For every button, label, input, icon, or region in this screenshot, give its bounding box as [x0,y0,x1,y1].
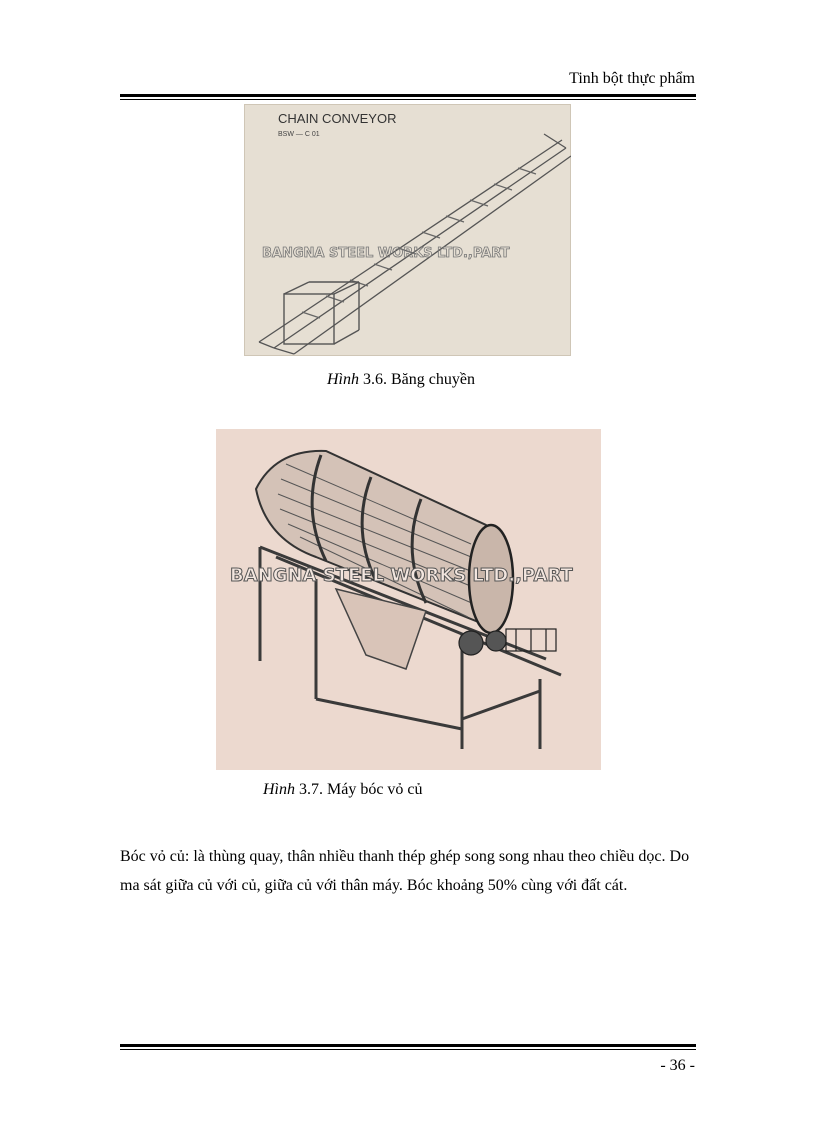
header-rule [120,94,696,97]
body-paragraph: Bóc vỏ củ: là thùng quay, thân nhiều thanh thép ghép song song nhau theo chiều dọc. Do ma sát giữa củ với củ, giữa củ với thân máy. Bóc khoảng 50% cùng với đất cát. [120,848,690,894]
peeling-machine-image [216,429,601,770]
header-rule-thin [120,99,696,100]
footer-rule [120,1044,696,1047]
model-code: BSW — C 01 [278,131,320,138]
figure1-caption-text: 3.6. Băng chuyền [359,371,475,388]
figure1-caption-label: Hình [327,371,359,388]
figure1-watermark: BANGNA STEEL WORKS LTD.,PART [262,246,510,261]
diagram-title: CHAIN CONVEYOR [278,111,397,126]
figure1-caption [327,371,475,389]
figure2-caption-label: Hình [263,781,295,798]
page-number: - 36 - [660,1057,695,1074]
chain-conveyor-image [244,104,571,356]
figure2-watermark: BANGNA STEEL WORKS LTD.,PART [230,565,573,586]
footer-rule-thin [120,1049,696,1050]
figure2-caption [263,781,423,799]
header-title: Tinh bột thực phẩm [569,70,695,87]
figure2-caption-text: 3.7. Máy bóc vỏ củ [295,781,423,798]
